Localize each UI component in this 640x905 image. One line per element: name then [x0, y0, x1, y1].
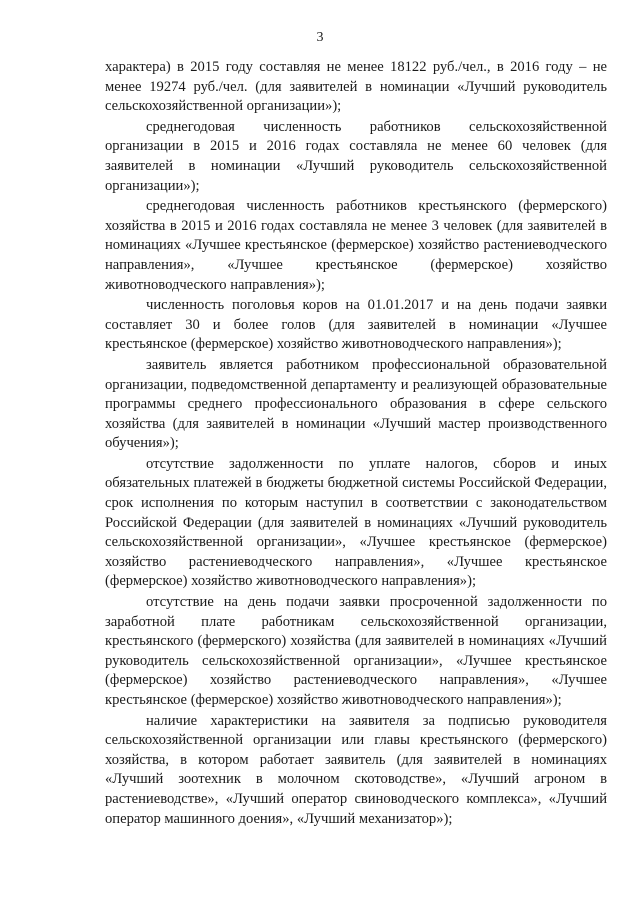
page-number: 3: [316, 30, 324, 45]
paragraph: отсутствие на день подачи заявки просроченной задолженности по заработной плате работникам сельскохозяйственной организации, крестьянского (фермерского) хозяйства (для заявителей в номинациях «Лучший руководитель сельскохозяйственной организации», «Лучшее крестьянское (фермерское) хозяйство растениеводческого направления», «Лучшее крестьянское (фермерское) хозяйство животноводческого направления»);: [105, 594, 607, 708]
paragraph: численность поголовья коров на 01.01.2017 и на день подачи заявки составляет 30 и более голов (для заявителей в номинации «Лучшее крестьянское (фермерское) хозяйство животноводческого направления»);: [105, 297, 607, 353]
document-body: [105, 58, 607, 829]
paragraph: отсутствие задолженности по уплате налогов, сборов и иных обязательных платежей в бюджеты бюджетной системы Российской Федерации, срок исполнения по которым наступил в соответствии с законодательством Российской Федерации (для заявителей в номинациях «Лучший руководитель сельскохозяйственной организации», «Лучшее крестьянское (фермерское) хозяйство растениеводческого направления», «Лучшее крестьянское (фермерское) хозяйство животноводческого направления»);: [105, 455, 607, 590]
paragraph: среднегодовая численность работников крестьянского (фермерского) хозяйства в 2015 и 2016 годах составляла не менее 3 человек (для заявителей в номинациях «Лучшее крестьянское (фермерское) хозяйство растениеводческого направления», «Лучшее крестьянское (фермерское) хозяйство животноводческого направления»);: [105, 198, 607, 293]
paragraph-continued: характера) в 2015 году составляя не менее 18122 руб./чел., в 2016 году – не менее 19274 руб./чел. (для заявителей в номинации «Лучший руководитель сельскохозяйственной организации»);: [105, 59, 607, 115]
paragraph: среднегодовая численность работников сельскохозяйственной организации в 2015 и 2016 годах составляла не менее 60 человек (для заявителей в номинации «Лучший руководитель сельскохозяйственной организации»);: [105, 118, 607, 194]
paragraph: заявитель является работником профессиональной образовательной организации, подведомственной департаменту и реализующей образовательные программы среднего профессионального образования в сфере сельского хозяйства (для заявителей в номинации «Лучший мастер производственного обучения»);: [105, 356, 607, 452]
paragraph: наличие характеристики на заявителя за подписью руководителя сельскохозяйственной организации или главы крестьянского (фермерского) хозяйства, в котором работает заявитель (для заявителей в номинациях «Лучший зоотехник в молочном скотоводстве», «Лучший агроном в растениеводстве», «Лучший оператор свиноводческого комплекса», «Лучший оператор машинного доения», «Лучший механизатор»);: [105, 712, 607, 827]
